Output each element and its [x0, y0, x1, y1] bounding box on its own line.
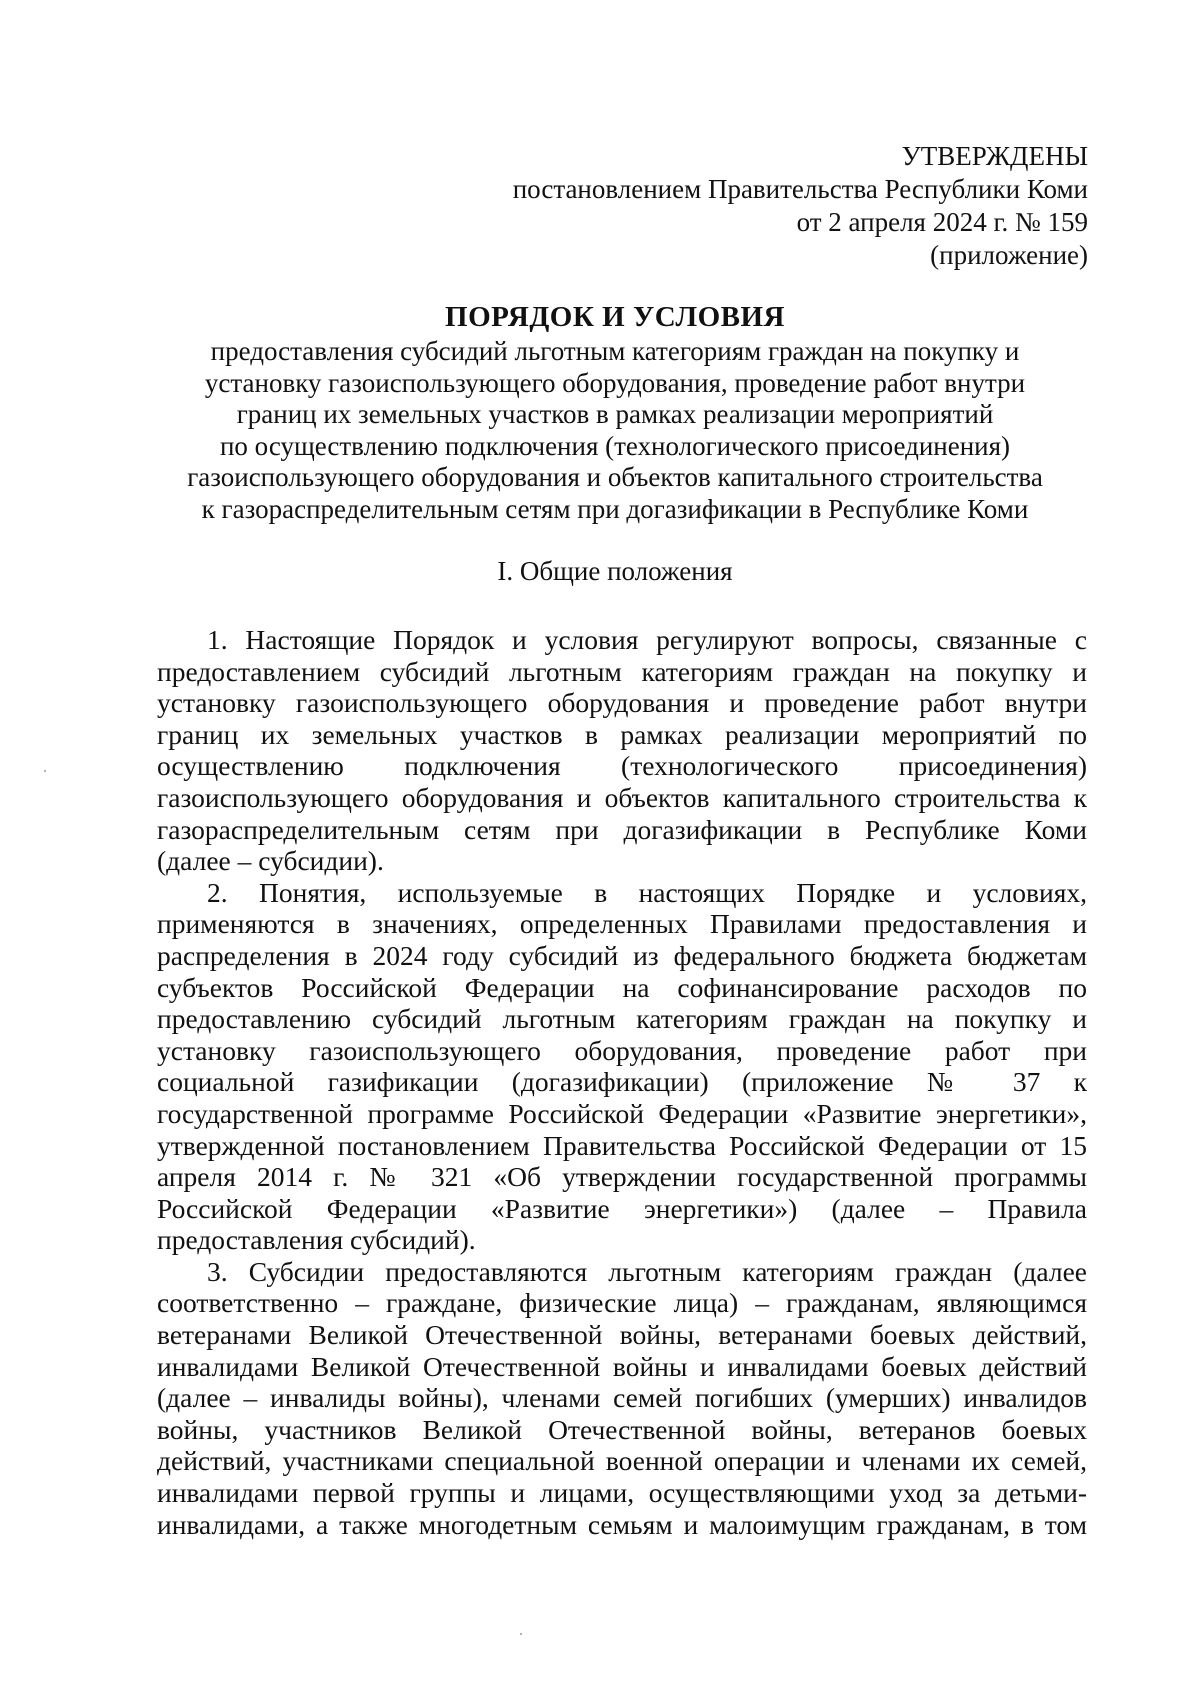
- paragraph-line: (далее – инвалиды войны), членами семей погибших (умерших) инвалидов: [157, 1382, 1087, 1414]
- paragraph-line: инвалидами первой группы и лицами, осуществляющими уход за детьми-: [157, 1477, 1087, 1509]
- paragraph-line: Российской Федерации «Развитие энергетики») (далее – Правила: [157, 1192, 1087, 1224]
- paragraph-line: инвалидами, а также многодетным семьям и малоимущим гражданам, в том: [157, 1508, 1087, 1540]
- paragraph-line: субъектов Российской Федерации на софинансирование расходов по: [157, 971, 1087, 1003]
- paragraph-line: установку газоиспользующего оборудования, проведение работ при: [157, 1034, 1087, 1066]
- subtitle-line: газоиспользующего оборудования и объектов капитального строительства: [187, 462, 1043, 492]
- document-subtitle: [150, 336, 1080, 525]
- paragraph-line: ветеранами Великой Отечественной войны, ветеранами боевых действий,: [157, 1319, 1087, 1351]
- approval-attachment: (приложение): [930, 240, 1088, 270]
- approval-stamp: [513, 140, 1088, 272]
- subtitle-line: предоставления субсидий льготным категориям граждан на покупку и: [210, 336, 1020, 366]
- paragraph-line: предоставлению субсидий льготным категориям граждан на покупку и: [157, 1003, 1087, 1035]
- paragraph-line: апреля 2014 г. № 321 «Об утверждении государственной программы: [157, 1161, 1087, 1193]
- paragraph-line: осуществлению подключения (технологического присоединения): [157, 750, 1087, 782]
- document-title: ПОРЯДОК И УСЛОВИЯ: [445, 301, 785, 333]
- paragraph-line: предоставления субсидий).: [157, 1224, 476, 1256]
- paragraph-line: газораспределительным сетям при догазификации в Республике Коми: [157, 813, 1087, 845]
- scan-speck: [44, 770, 46, 772]
- paragraph-line: газоиспользующего оборудования и объектов капитального строительства к: [157, 781, 1087, 813]
- paragraph-line: 1. Настоящие Порядок и условия регулируют вопросы, связанные с: [207, 624, 1087, 655]
- subtitle-line: границ их земельных участков в рамках реализации мероприятий: [236, 399, 994, 429]
- paragraph-line: инвалидами Великой Отечественной войны и инвалидами боевых действий: [157, 1350, 1087, 1382]
- paragraph-line: государственной программе Российской Федерации «Развитие энергетики»,: [157, 1097, 1087, 1129]
- paragraph-line: соответственно – граждане, физические лица) – гражданам, являющимся: [157, 1287, 1087, 1319]
- paragraph-line: установку газоиспользующего оборудования и проведение работ внутри: [157, 687, 1087, 719]
- paragraph-line: утвержденной постановлением Правительства Российской Федерации от 15: [157, 1129, 1087, 1161]
- paragraph-3: [157, 1256, 1087, 1540]
- subtitle-line: к газораспределительным сетям при догазификации в Республике Коми: [201, 493, 1029, 524]
- approval-authority: постановлением Правительства Республики Коми: [512, 174, 1088, 204]
- paragraph-line: предоставлением субсидий льготным категориям граждан на покупку и: [157, 655, 1087, 687]
- paragraph-line: действий, участниками специальной военной операции и членами их семей,: [157, 1445, 1087, 1477]
- scan-speck: [520, 1633, 522, 1635]
- section-heading: I. Общие положения: [497, 556, 733, 586]
- approval-word: УТВЕРЖДЕНЫ: [901, 141, 1088, 171]
- paragraph-line: (далее – субсидии).: [157, 845, 384, 877]
- paragraph-line: границ их земельных участков в рамках реализации мероприятий по: [157, 718, 1087, 750]
- subtitle-line: по осуществлению подключения (технологического присоединения): [219, 430, 1011, 461]
- paragraph-line: 3. Субсидии предоставляются льготным категориям граждан (далее: [207, 1255, 1087, 1287]
- subtitle-line: установку газоиспользующего оборудования, проведение работ внутри: [204, 367, 1026, 398]
- paragraph-line: распределения в 2024 году субсидий из федерального бюджета бюджетам: [157, 939, 1087, 971]
- approval-date-number: от 2 апреля 2024 г. № 159: [796, 207, 1088, 237]
- paragraph-line: 2. Понятия, используемые в настоящих Порядке и условиях,: [207, 876, 1087, 908]
- paragraph-line: применяются в значениях, определенных Правилами предоставления и: [157, 908, 1087, 940]
- document-body: [157, 624, 1087, 1540]
- paragraph-1: [157, 624, 1087, 877]
- paragraph-2: [157, 877, 1087, 1256]
- paragraph-line: войны, участников Великой Отечественной войны, ветеранов боевых: [157, 1413, 1087, 1445]
- paragraph-line: социальной газификации (догазификации) (приложение № 37 к: [157, 1066, 1087, 1098]
